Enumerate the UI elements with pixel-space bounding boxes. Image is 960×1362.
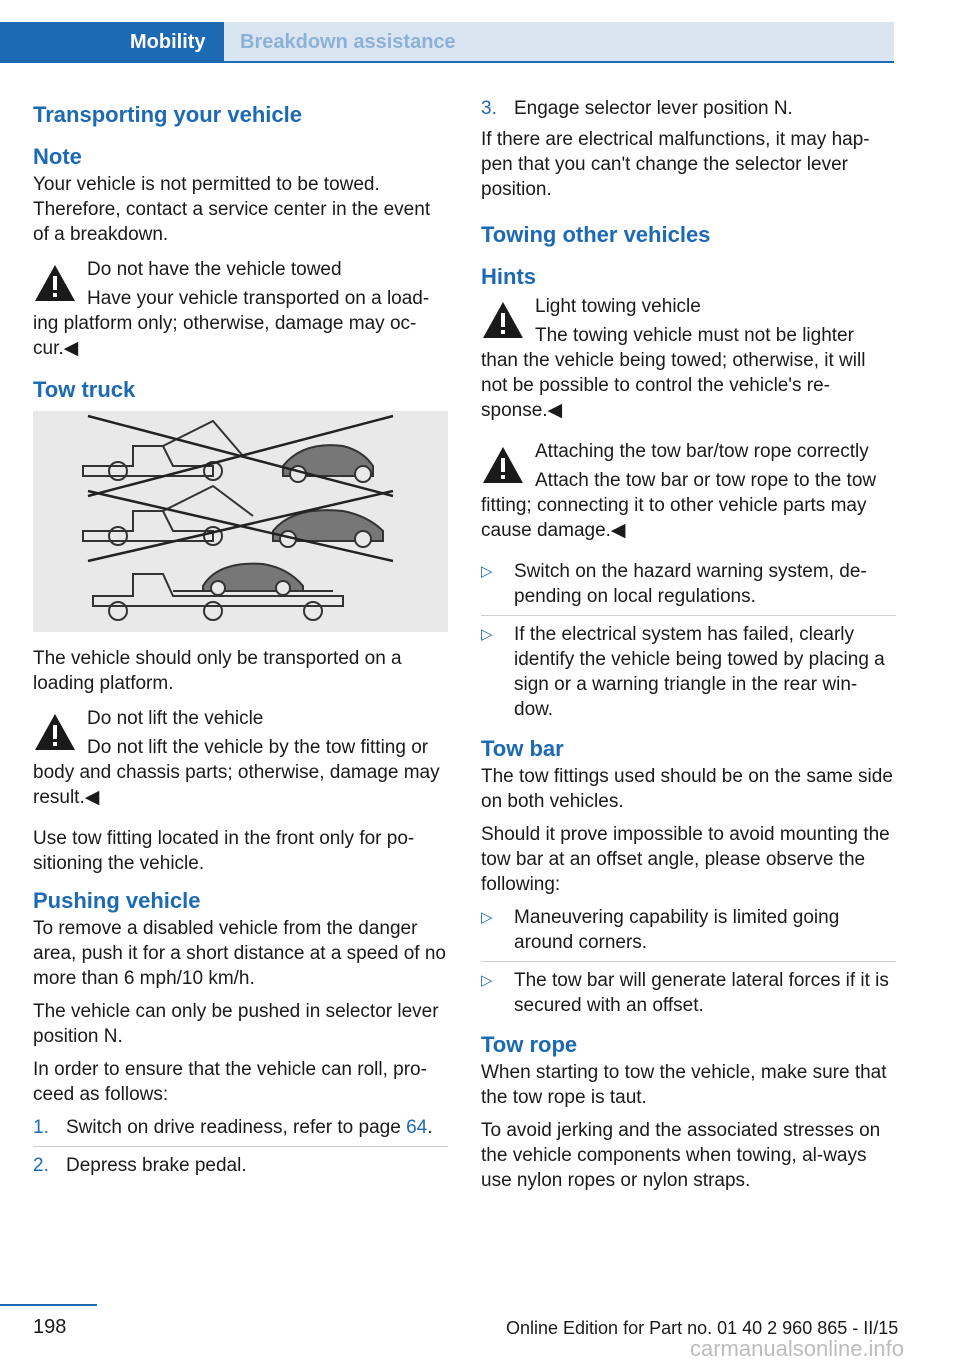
list-item-text: Switch on the hazard warning system, de‐pending on local regulations. bbox=[514, 561, 867, 607]
step-text: Switch on drive readiness, refer to page bbox=[66, 1117, 407, 1138]
section-title-transporting: Transporting your vehicle bbox=[33, 102, 302, 127]
warning-title: Attaching the tow bar/tow rope correctly bbox=[535, 441, 869, 462]
warning-title: Do not have the vehicle towed bbox=[87, 259, 342, 280]
right-column bbox=[481, 96, 896, 1201]
pushing-text: To remove a disabled vehicle from the danger area, push it for a short distance at a speed of no more than 6 mph/10 km/h. bbox=[33, 918, 446, 989]
warning-light-towing bbox=[481, 294, 896, 423]
warning-title: Do not lift the vehicle bbox=[87, 708, 264, 729]
watermark: carmanualsonline.info bbox=[690, 1336, 905, 1361]
step-item bbox=[481, 96, 896, 121]
step-item bbox=[33, 1153, 448, 1178]
list-item-text: Maneuvering capability is limited going around corners. bbox=[514, 907, 840, 953]
tow-fitting-text: Use tow fitting located in the front only for po‐sitioning the vehicle. bbox=[33, 828, 415, 874]
towing-bullets bbox=[481, 559, 896, 722]
step-item bbox=[33, 1115, 448, 1147]
tow-bar-text: Should it prove impossible to avoid mounting the tow bar at an offset angle, please observe the following: bbox=[481, 824, 890, 895]
pushing-text: In order to ensure that the vehicle can roll, pro‐ceed as follows: bbox=[33, 1059, 427, 1105]
step-text: Engage selector lever position N. bbox=[514, 98, 793, 119]
pushing-text: The vehicle can only be pushed in selector lever position N. bbox=[33, 1001, 439, 1047]
header-divider bbox=[0, 61, 894, 63]
tow-truck-heading: Tow truck bbox=[33, 377, 136, 402]
list-item bbox=[481, 968, 896, 1018]
warning-text: The towing vehicle must not be lighter than the vehicle being towed; otherwise, it will not be possible to control the vehicle's re‐sponse.◀ bbox=[481, 325, 866, 421]
tow-rope-text: To avoid jerking and the associated stresses on the vehicle components when towing, al‐ways use nylon ropes or nylon straps. bbox=[481, 1120, 881, 1191]
warning-text: Do not lift the vehicle by the tow fitting or body and chassis parts; otherwise, damage may result.◀ bbox=[33, 737, 440, 808]
warning-attach-correctly bbox=[481, 439, 896, 543]
tow-bar-heading: Tow bar bbox=[481, 736, 564, 761]
section-tab-breakdown-assistance[interactable]: Breakdown assistance bbox=[224, 22, 894, 62]
tow-truck-illustration bbox=[33, 411, 448, 632]
warning-triangle-icon bbox=[481, 300, 525, 340]
note-text: Your vehicle is not permitted to be towed. Therefore, contact a service center in the event of a breakdown. bbox=[33, 174, 431, 245]
step-text-end: . bbox=[427, 1117, 433, 1138]
tow-bar-text: The tow fittings used should be on the same side on both vehicles. bbox=[481, 766, 893, 812]
tow-rope-heading: Tow rope bbox=[481, 1032, 578, 1057]
towing-other-vehicles-heading: Towing other vehicles bbox=[481, 222, 711, 247]
list-item bbox=[481, 559, 896, 616]
list-item-text: The tow bar will generate lateral forces if it is secured with an offset. bbox=[514, 970, 889, 1016]
list-item bbox=[481, 905, 896, 962]
pushing-steps-continued bbox=[481, 96, 896, 121]
warning-triangle-icon bbox=[481, 445, 525, 485]
warning-title: Light towing vehicle bbox=[535, 296, 701, 317]
tow-truck-drawing bbox=[33, 411, 448, 632]
note-heading: Note bbox=[33, 144, 82, 169]
edition-note: Online Edition for Part no. 01 40 2 960 865 - II/15 bbox=[506, 1318, 899, 1338]
malfunction-text: If there are electrical malfunctions, it may hap‐pen that you can't change the selector lever position. bbox=[481, 129, 870, 200]
bullet-triangle-icon: ▷ bbox=[481, 972, 493, 989]
page-link[interactable]: 64 bbox=[406, 1117, 428, 1138]
warning-triangle-icon bbox=[33, 712, 77, 752]
step-number: 2. bbox=[33, 1155, 49, 1176]
tow-rope-text: When starting to tow the vehicle, make sure that the tow rope is taut. bbox=[481, 1062, 887, 1108]
step-number: 1. bbox=[33, 1117, 49, 1138]
tow-bar-bullets bbox=[481, 905, 896, 1018]
step-number: 3. bbox=[481, 98, 497, 119]
bullet-triangle-icon: ▷ bbox=[481, 626, 493, 643]
warning-triangle-icon bbox=[33, 263, 77, 303]
page-header bbox=[0, 0, 960, 62]
warning-text: Attach the tow bar or tow rope to the tow fitting; connecting it to other vehicle parts may cause damage.◀ bbox=[481, 470, 877, 541]
step-text: Depress brake pedal. bbox=[66, 1155, 247, 1176]
figure-caption: The vehicle should only be transported on a loading platform. bbox=[33, 648, 402, 694]
bullet-triangle-icon: ▷ bbox=[481, 909, 493, 926]
footer-divider bbox=[0, 1304, 97, 1306]
warning-do-not-tow bbox=[33, 257, 448, 361]
pushing-vehicle-heading: Pushing vehicle bbox=[33, 888, 201, 913]
page-number: 198 bbox=[33, 1316, 67, 1338]
bullet-triangle-icon: ▷ bbox=[481, 563, 493, 580]
pushing-steps bbox=[33, 1115, 448, 1178]
list-item bbox=[481, 622, 896, 722]
hints-heading: Hints bbox=[481, 264, 536, 289]
left-column bbox=[33, 96, 448, 1186]
list-item-text: If the electrical system has failed, clearly identify the vehicle being towed by placing a sign or a warning triangle in the rear win‐dow. bbox=[514, 624, 885, 720]
warning-text: Have your vehicle transported on a load‐ing platform only; otherwise, damage may oc‐cur.◀ bbox=[33, 288, 430, 359]
warning-do-not-lift bbox=[33, 706, 448, 810]
section-tab-mobility[interactable]: Mobility bbox=[0, 22, 224, 62]
